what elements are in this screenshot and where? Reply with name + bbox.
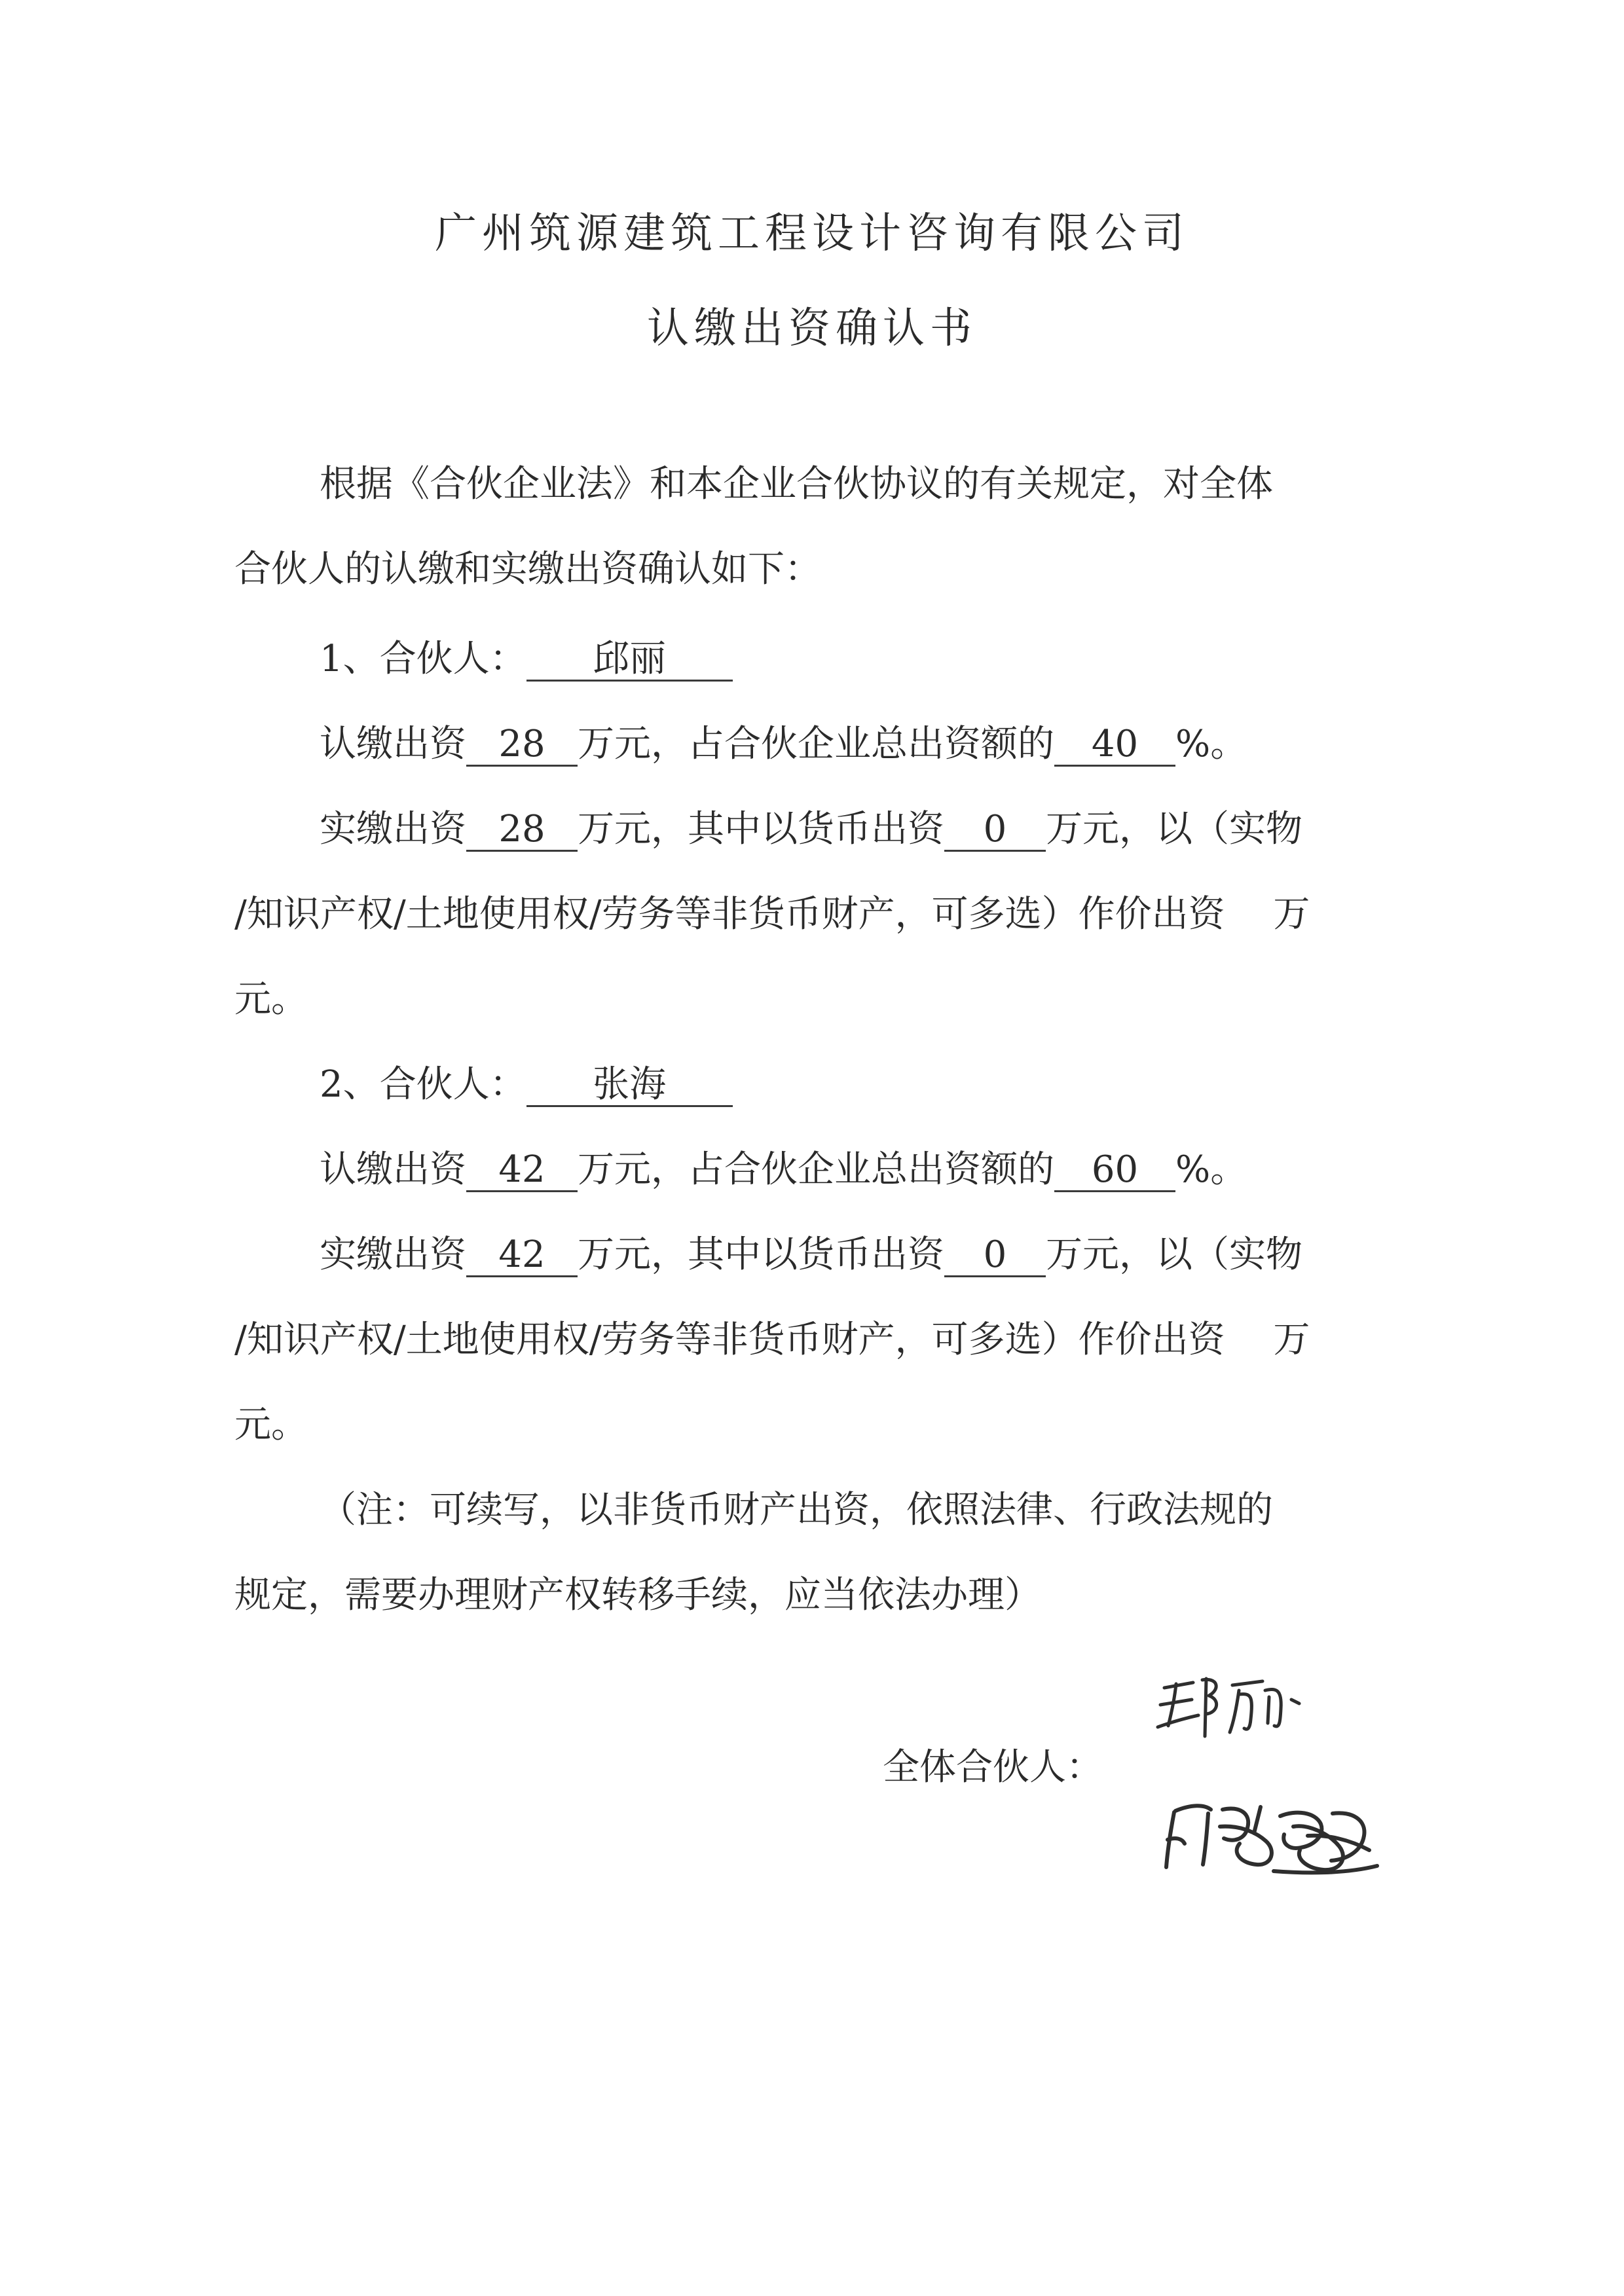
partner-2-paid-line (320, 1232, 1302, 1278)
partner-2-paid-tail: 万元，以（实物 (1046, 1233, 1302, 1276)
partner-2-noncash-line: /知识产权/土地使用权/劳务等非货币财产，可多选）作价出资 万 (234, 1319, 1310, 1361)
partner-1-share-percent: 40 (1054, 724, 1175, 767)
partner-1-subscribed-prefix: 认缴出资 (320, 723, 466, 765)
partner-1-name: 邱丽 (526, 639, 733, 682)
company-name: 广州筑源建筑工程设计咨询有限公司 (435, 210, 1189, 258)
partner-2-header (320, 1062, 733, 1108)
partner-2-label: 2、合伙人： (320, 1063, 526, 1106)
partner-2-subscribed-line (320, 1147, 1247, 1193)
partner-2-cash-amount: 0 (944, 1235, 1046, 1277)
partner-1-paid-tail: 万元，以（实物 (1046, 808, 1302, 850)
partner-1-label: 1、合伙人： (320, 638, 526, 680)
partner-1-subscribed-mid: 万元，占合伙企业总出资额的 (578, 723, 1054, 765)
partner-1-noncash-line: /知识产权/土地使用权/劳务等非货币财产，可多选）作价出资 万 (234, 893, 1310, 936)
partner-2-paid-mid: 万元，其中以货币出资 (578, 1233, 944, 1276)
intro-line-2: 合伙人的认缴和实缴出资确认如下： (234, 548, 821, 591)
partner-1-end-line: 元。 (234, 978, 308, 1021)
document-title: 认缴出资确认书 (647, 304, 977, 353)
intro-line-1: 根据《合伙企业法》和本企业合伙协议的有关规定，对全体 (320, 463, 1273, 505)
partner-2-subscribed-amount: 42 (466, 1150, 578, 1192)
partner-2-end-line: 元。 (234, 1404, 308, 1446)
partner-2-subscribed-prefix: 认缴出资 (320, 1148, 466, 1191)
note-line-1: （注：可续写，以非货币财产出资，依照法律、行政法规的 (320, 1489, 1273, 1531)
partner-1-subscribed-line (320, 721, 1247, 767)
partner-2-paid-prefix: 实缴出资 (320, 1233, 466, 1276)
partner-1-paid-amount: 28 (466, 809, 578, 852)
signature-2-handwritten (1156, 1787, 1392, 1886)
partner-2-share-percent: 60 (1054, 1150, 1175, 1192)
signature-1-handwritten (1153, 1663, 1310, 1748)
partner-1-paid-line (320, 807, 1302, 852)
partner-1-percent-suffix: %。 (1175, 723, 1247, 765)
partner-1-paid-mid: 万元，其中以货币出资 (578, 808, 944, 850)
partner-2-name: 张海 (526, 1065, 733, 1107)
partner-1-paid-prefix: 实缴出资 (320, 808, 466, 850)
signatories-label: 全体合伙人： (883, 1746, 1103, 1789)
note-line-2: 规定，需要办理财产权转移手续，应当依法办理） (234, 1574, 1041, 1616)
partner-1-cash-amount: 0 (944, 809, 1046, 852)
partner-2-paid-amount: 42 (466, 1235, 578, 1277)
partner-1-header (320, 636, 733, 682)
partner-2-percent-suffix: %。 (1175, 1148, 1247, 1191)
partner-1-subscribed-amount: 28 (466, 724, 578, 767)
partner-2-subscribed-mid: 万元，占合伙企业总出资额的 (578, 1148, 1054, 1191)
